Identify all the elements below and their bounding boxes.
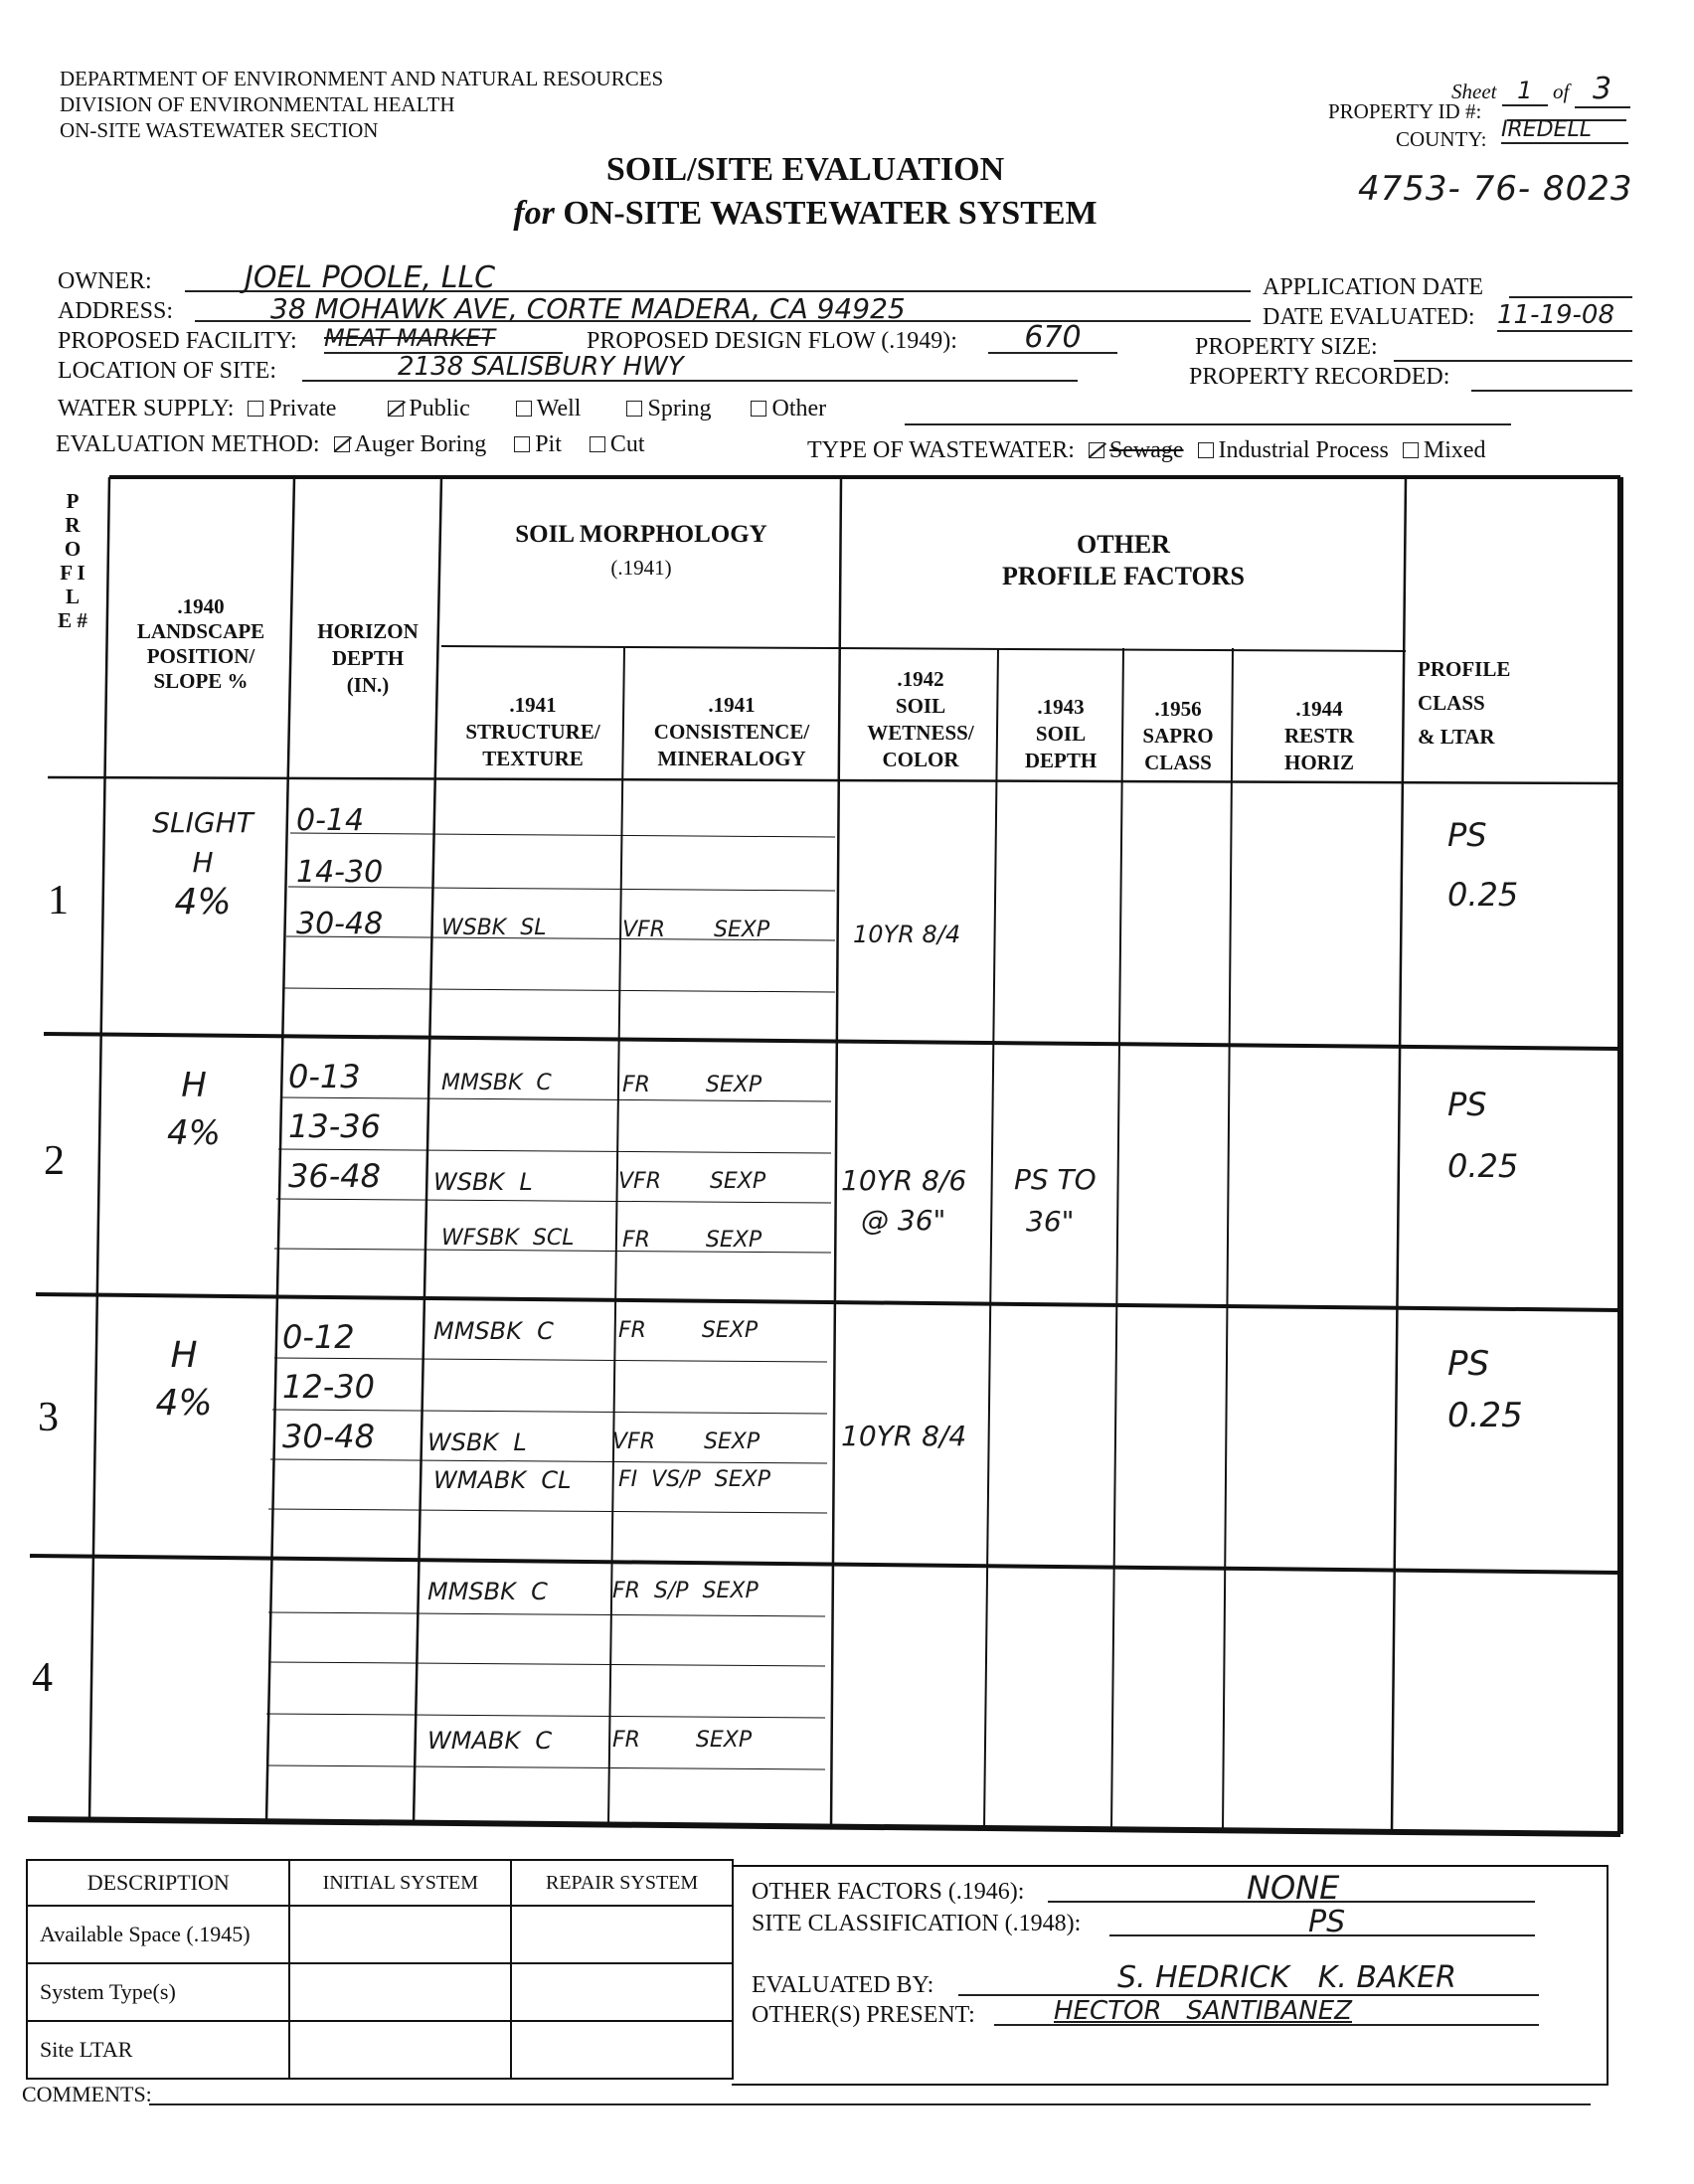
property-recorded-label: PROPERTY RECORDED: [1189, 364, 1450, 390]
water-supply-label: WATER SUPPLY: [58, 396, 235, 421]
county-field[interactable]: IREDELL [1501, 117, 1628, 144]
description-column-header: DESCRIPTION [27, 1860, 289, 1906]
profile-3-structure-3: WMABK C [427, 1727, 553, 1755]
comments-label: COMMENTS: [22, 2082, 152, 2106]
system-type-label: System Type(s) [27, 1963, 289, 2021]
profile-3-landscape-line1: H [170, 1335, 198, 1376]
profile-2-landscape-line1: H [181, 1066, 207, 1105]
profile-3-landscape-line2: 4% [155, 1383, 213, 1424]
profile-3-structure-2: MMSBK C [427, 1578, 548, 1605]
design-flow-field[interactable]: 670 [988, 320, 1117, 354]
water-spring-label: Spring [647, 396, 712, 421]
profile-3-landscape[interactable] [109, 1332, 258, 1428]
profile-2-structure-3: WMABK CL [433, 1466, 572, 1494]
sapro-header-line2: CLASS [1144, 751, 1212, 774]
sapro-header-code: .1956 [1154, 697, 1202, 721]
profile-2-depth-2: 13-36 [288, 1107, 381, 1145]
profile-3-class[interactable] [1447, 1338, 1523, 1441]
profile-3-consistence-1: VFR SEXP [612, 1429, 761, 1454]
wetness-header-line2: WETNESS/ [867, 721, 974, 745]
horizon-header-line3: (IN.) [346, 673, 390, 697]
sapro-header-line1: SAPRO [1142, 724, 1214, 748]
design-flow-label: PROPOSED DESIGN FLOW (.1949): [587, 328, 957, 354]
soil-depth-header [1000, 694, 1121, 774]
profile-class-line2: CLASS [1418, 691, 1485, 715]
pit-label: Pit [535, 431, 562, 457]
facility-field[interactable]: MEAT MARKET [324, 324, 563, 354]
profile-2-structure-1: WSBK L [433, 1168, 533, 1196]
repair-system-column-header: REPAIR SYSTEM [511, 1860, 733, 1906]
wetness-header-code: .1942 [897, 667, 944, 691]
profile-2-landscape-line2: 4% [167, 1113, 221, 1153]
sewage-label: Sewage [1108, 437, 1184, 463]
industrial-label: Industrial Process [1218, 437, 1389, 463]
profile-3-depth-1: 0-12 [282, 1318, 355, 1356]
profile-3-ltar-value: 0.25 [1447, 1396, 1523, 1435]
system-type-repair-cell[interactable] [511, 1963, 733, 2021]
profile-3-structure[interactable] [427, 1318, 552, 1815]
profile-3-class-value: PS [1447, 1344, 1490, 1384]
system-summary-table [26, 1859, 734, 2080]
profile-1-structure-3: WFSBK SCL [441, 1226, 575, 1251]
horizon-header-line2: DEPTH [331, 646, 405, 670]
profile-class-header [1408, 652, 1597, 754]
profile-1-depth-2: 14-30 [296, 855, 384, 890]
system-type-initial-cell[interactable] [289, 1963, 511, 2021]
wetness-header-line3: COLOR [882, 748, 959, 771]
profile-1-class[interactable] [1447, 805, 1518, 924]
others-present-label: OTHER(S) PRESENT: [752, 2002, 975, 2028]
profile-2-number: 2 [44, 1138, 65, 1184]
sheet-number[interactable]: 1 [1502, 77, 1548, 106]
horizon-depth-header [296, 618, 439, 699]
cut-label: Cut [609, 431, 645, 457]
restr-header-line2: HORIZ [1283, 751, 1354, 774]
property-id-label: PROPERTY ID #: [1328, 99, 1482, 123]
soil-depth-header-line1: SOIL [1035, 722, 1087, 746]
structure-texture-header [445, 692, 620, 772]
profile-1-structure-1: WSBK SL [441, 916, 547, 940]
address-label: ADDRESS: [58, 298, 174, 324]
soil-depth-header-code: .1943 [1037, 695, 1085, 719]
other-factors-label: OTHER FACTORS (.1946): [752, 1879, 1025, 1905]
soil-morphology-header: SOIL MORPHOLOGY [515, 521, 767, 548]
profile-3-consistence-2: FR S/P SEXP [612, 1579, 759, 1603]
water-public-label: Public [409, 396, 470, 421]
others-present-field[interactable]: HECTOR SANTIBANEZ [994, 1996, 1539, 2026]
consistence-header [626, 692, 837, 772]
evaluation-method-label: EVALUATION METHOD: [56, 431, 320, 457]
profile-2-soil-depth[interactable] [1014, 1159, 1097, 1243]
profile-class-line3: & LTAR [1418, 725, 1495, 749]
site-ltar-repair-cell[interactable] [511, 2021, 733, 2079]
form-title: SOIL/SITE EVALUATION [605, 151, 1005, 188]
date-evaluated-label: DATE EVALUATED: [1263, 304, 1475, 330]
water-well-label: Well [536, 396, 582, 421]
owner-label: OWNER: [58, 268, 152, 294]
mixed-label: Mixed [1423, 437, 1486, 463]
profile-2-class[interactable] [1447, 1074, 1518, 1197]
dept-line-2: DIVISION OF ENVIRONMENTAL HEALTH [60, 92, 455, 116]
profile-3-number: 3 [38, 1395, 59, 1440]
other-profile-factors-header [843, 529, 1404, 592]
county-label: COUNTY: [1396, 127, 1487, 151]
evaluated-by-label: EVALUATED BY: [752, 1972, 934, 1998]
restr-header-code: .1944 [1295, 697, 1343, 721]
profile-1-depth-1: 0-14 [296, 803, 365, 838]
other-factors-line2: PROFILE FACTORS [1002, 562, 1245, 590]
profile-3-structure-1: WSBK L [427, 1428, 527, 1456]
available-space-label: Available Space (.1945) [27, 1906, 289, 1963]
profile-1-consistence-1: VFR SEXP [622, 918, 770, 942]
dept-line-3: ON-SITE WASTEWATER SECTION [60, 118, 379, 142]
profile-1-consistence-3: FR SEXP [622, 1228, 762, 1253]
date-evaluated-field[interactable]: 11-19-08 [1497, 300, 1632, 332]
profile-1-class-value: PS [1447, 816, 1487, 854]
site-ltar-initial-cell[interactable] [289, 2021, 511, 2079]
sheet-label: Sheet [1451, 80, 1497, 103]
landscape-header [115, 594, 286, 694]
profile-1-landscape-line1: SLIGHT [152, 806, 254, 839]
site-ltar-label: Site LTAR [27, 2021, 289, 2079]
sheet-of: of [1552, 80, 1570, 103]
soil-depth-header-line2: DEPTH [1024, 749, 1098, 772]
structure-header-line1: STRUCTURE/ [465, 720, 600, 744]
location-field[interactable]: 2138 SALISBURY HWY [302, 352, 1078, 382]
sapro-class-header [1125, 696, 1231, 776]
wastewater-type-label: TYPE OF WASTEWATER: [807, 437, 1075, 463]
water-private-label: Private [268, 396, 337, 421]
consistence-header-line1: CONSISTENCE/ [653, 720, 810, 744]
structure-header-line2: TEXTURE [482, 747, 584, 770]
profile-3-depths[interactable] [282, 1312, 375, 1461]
profile-4-number: 4 [32, 1655, 53, 1701]
profile-1-depth-3: 30-48 [296, 907, 384, 941]
profile-2-wetness-color: 10YR 8/6 [841, 1164, 967, 1197]
profile-2-consistence-3: FI VS/P SEXP [618, 1467, 771, 1492]
profile-2-soil-depth-line1: PS TO [1014, 1163, 1097, 1196]
profile-3-depth-2: 12-30 [282, 1368, 375, 1406]
profile-2-depth-1: 0-13 [288, 1058, 361, 1095]
restr-horiz-header [1235, 696, 1404, 776]
facility-label: PROPOSED FACILITY: [58, 328, 297, 354]
other-factors-line1: OTHER [1077, 530, 1170, 559]
property-size-label: PROPERTY SIZE: [1195, 334, 1378, 360]
profile-2-ltar-value: 0.25 [1447, 1147, 1519, 1185]
site-classification-field[interactable]: PS [1109, 1905, 1535, 1936]
water-other-label: Other [771, 396, 827, 421]
profile-1-number: 1 [48, 878, 69, 924]
consistence-header-line2: MINERALOGY [657, 747, 806, 770]
profile-2-class-value: PS [1447, 1086, 1487, 1123]
profile-2-depth-3: 36-48 [288, 1157, 381, 1195]
wetness-header-line1: SOIL [895, 694, 946, 718]
initial-system-column-header: INITIAL SYSTEM [289, 1860, 511, 1906]
site-classification-label: SITE CLASSIFICATION (.1948): [752, 1911, 1082, 1936]
owner-field[interactable]: JOEL POOLE, LLC [185, 260, 1251, 292]
sheet-total[interactable]: 3 [1575, 72, 1630, 108]
profile-1-ltar-value: 0.25 [1447, 876, 1519, 914]
profile-2-wetness[interactable] [841, 1161, 966, 1241]
profile-3-consistence-3: FR SEXP [612, 1728, 753, 1753]
application-date-label: APPLICATION DATE [1263, 274, 1483, 300]
soil-morphology-code: (.1941) [610, 556, 672, 580]
available-space-initial-cell[interactable] [289, 1906, 511, 1963]
horizon-header-line1: HORIZON [317, 619, 419, 643]
location-label: LOCATION OF SITE: [58, 358, 276, 384]
profile-1-consistence-2: FR SEXP [622, 1073, 762, 1097]
parcel-number: 4753- 76- 8023 [1358, 169, 1633, 209]
profile-3-wetness[interactable]: 10YR 8/4 [841, 1420, 967, 1452]
available-space-repair-cell[interactable] [511, 1906, 733, 1963]
consistence-header-code: .1941 [708, 693, 756, 717]
subtitle-rest: ON-SITE WASTEWATER SYSTEM [563, 195, 1098, 232]
profile-1-wetness[interactable]: 10YR 8/4 [853, 921, 961, 948]
profile-3-consistence[interactable] [612, 1318, 760, 1815]
profile-number-header: P R O F I L E # [58, 489, 87, 632]
profile-2-consistence-2: FR SEXP [618, 1318, 759, 1343]
profile-1-landscape-line2: H [192, 846, 214, 879]
profile-1-structure-2: MMSBK C [441, 1071, 552, 1095]
profile-2-consistence-1: VFR SEXP [618, 1169, 766, 1194]
address-field[interactable]: 38 MOHAWK AVE, CORTE MADERA, CA 94925 [195, 292, 1251, 322]
restr-header-line1: RESTR [1283, 724, 1355, 748]
landscape-header-line2: POSITION/ [146, 644, 255, 668]
profile-1-landscape[interactable] [115, 803, 290, 923]
profile-class-line1: PROFILE [1418, 657, 1511, 681]
landscape-header-code: .1940 [177, 594, 225, 618]
other-factors-field[interactable]: NONE [1048, 1869, 1535, 1903]
profile-2-soil-depth-line2: 36" [1026, 1205, 1075, 1238]
landscape-header-line3: SLOPE % [153, 669, 249, 693]
auger-boring-label: Auger Boring [354, 431, 487, 457]
profile-3-depth-3: 30-48 [282, 1418, 375, 1455]
evaluated-by-field[interactable]: S. HEDRICK K. BAKER [958, 1960, 1539, 1996]
landscape-header-line1: LANDSCAPE [136, 619, 265, 643]
profile-2-wetness-depth: @ 36" [861, 1204, 946, 1237]
wetness-color-header [845, 666, 996, 773]
profile-1-landscape-line3: 4% [174, 882, 232, 923]
comments-field[interactable] [149, 2103, 1591, 2105]
dept-line-1: DEPARTMENT OF ENVIRONMENT AND NATURAL RESOURCES [60, 67, 664, 90]
structure-header-code: .1941 [509, 693, 557, 717]
profile-2-depths[interactable] [288, 1052, 381, 1201]
profile-2-landscape[interactable] [119, 1062, 268, 1157]
profile-1-depths[interactable] [296, 795, 383, 950]
subtitle-for: for [513, 195, 555, 232]
profile-2-structure-2: MMSBK C [433, 1317, 554, 1345]
